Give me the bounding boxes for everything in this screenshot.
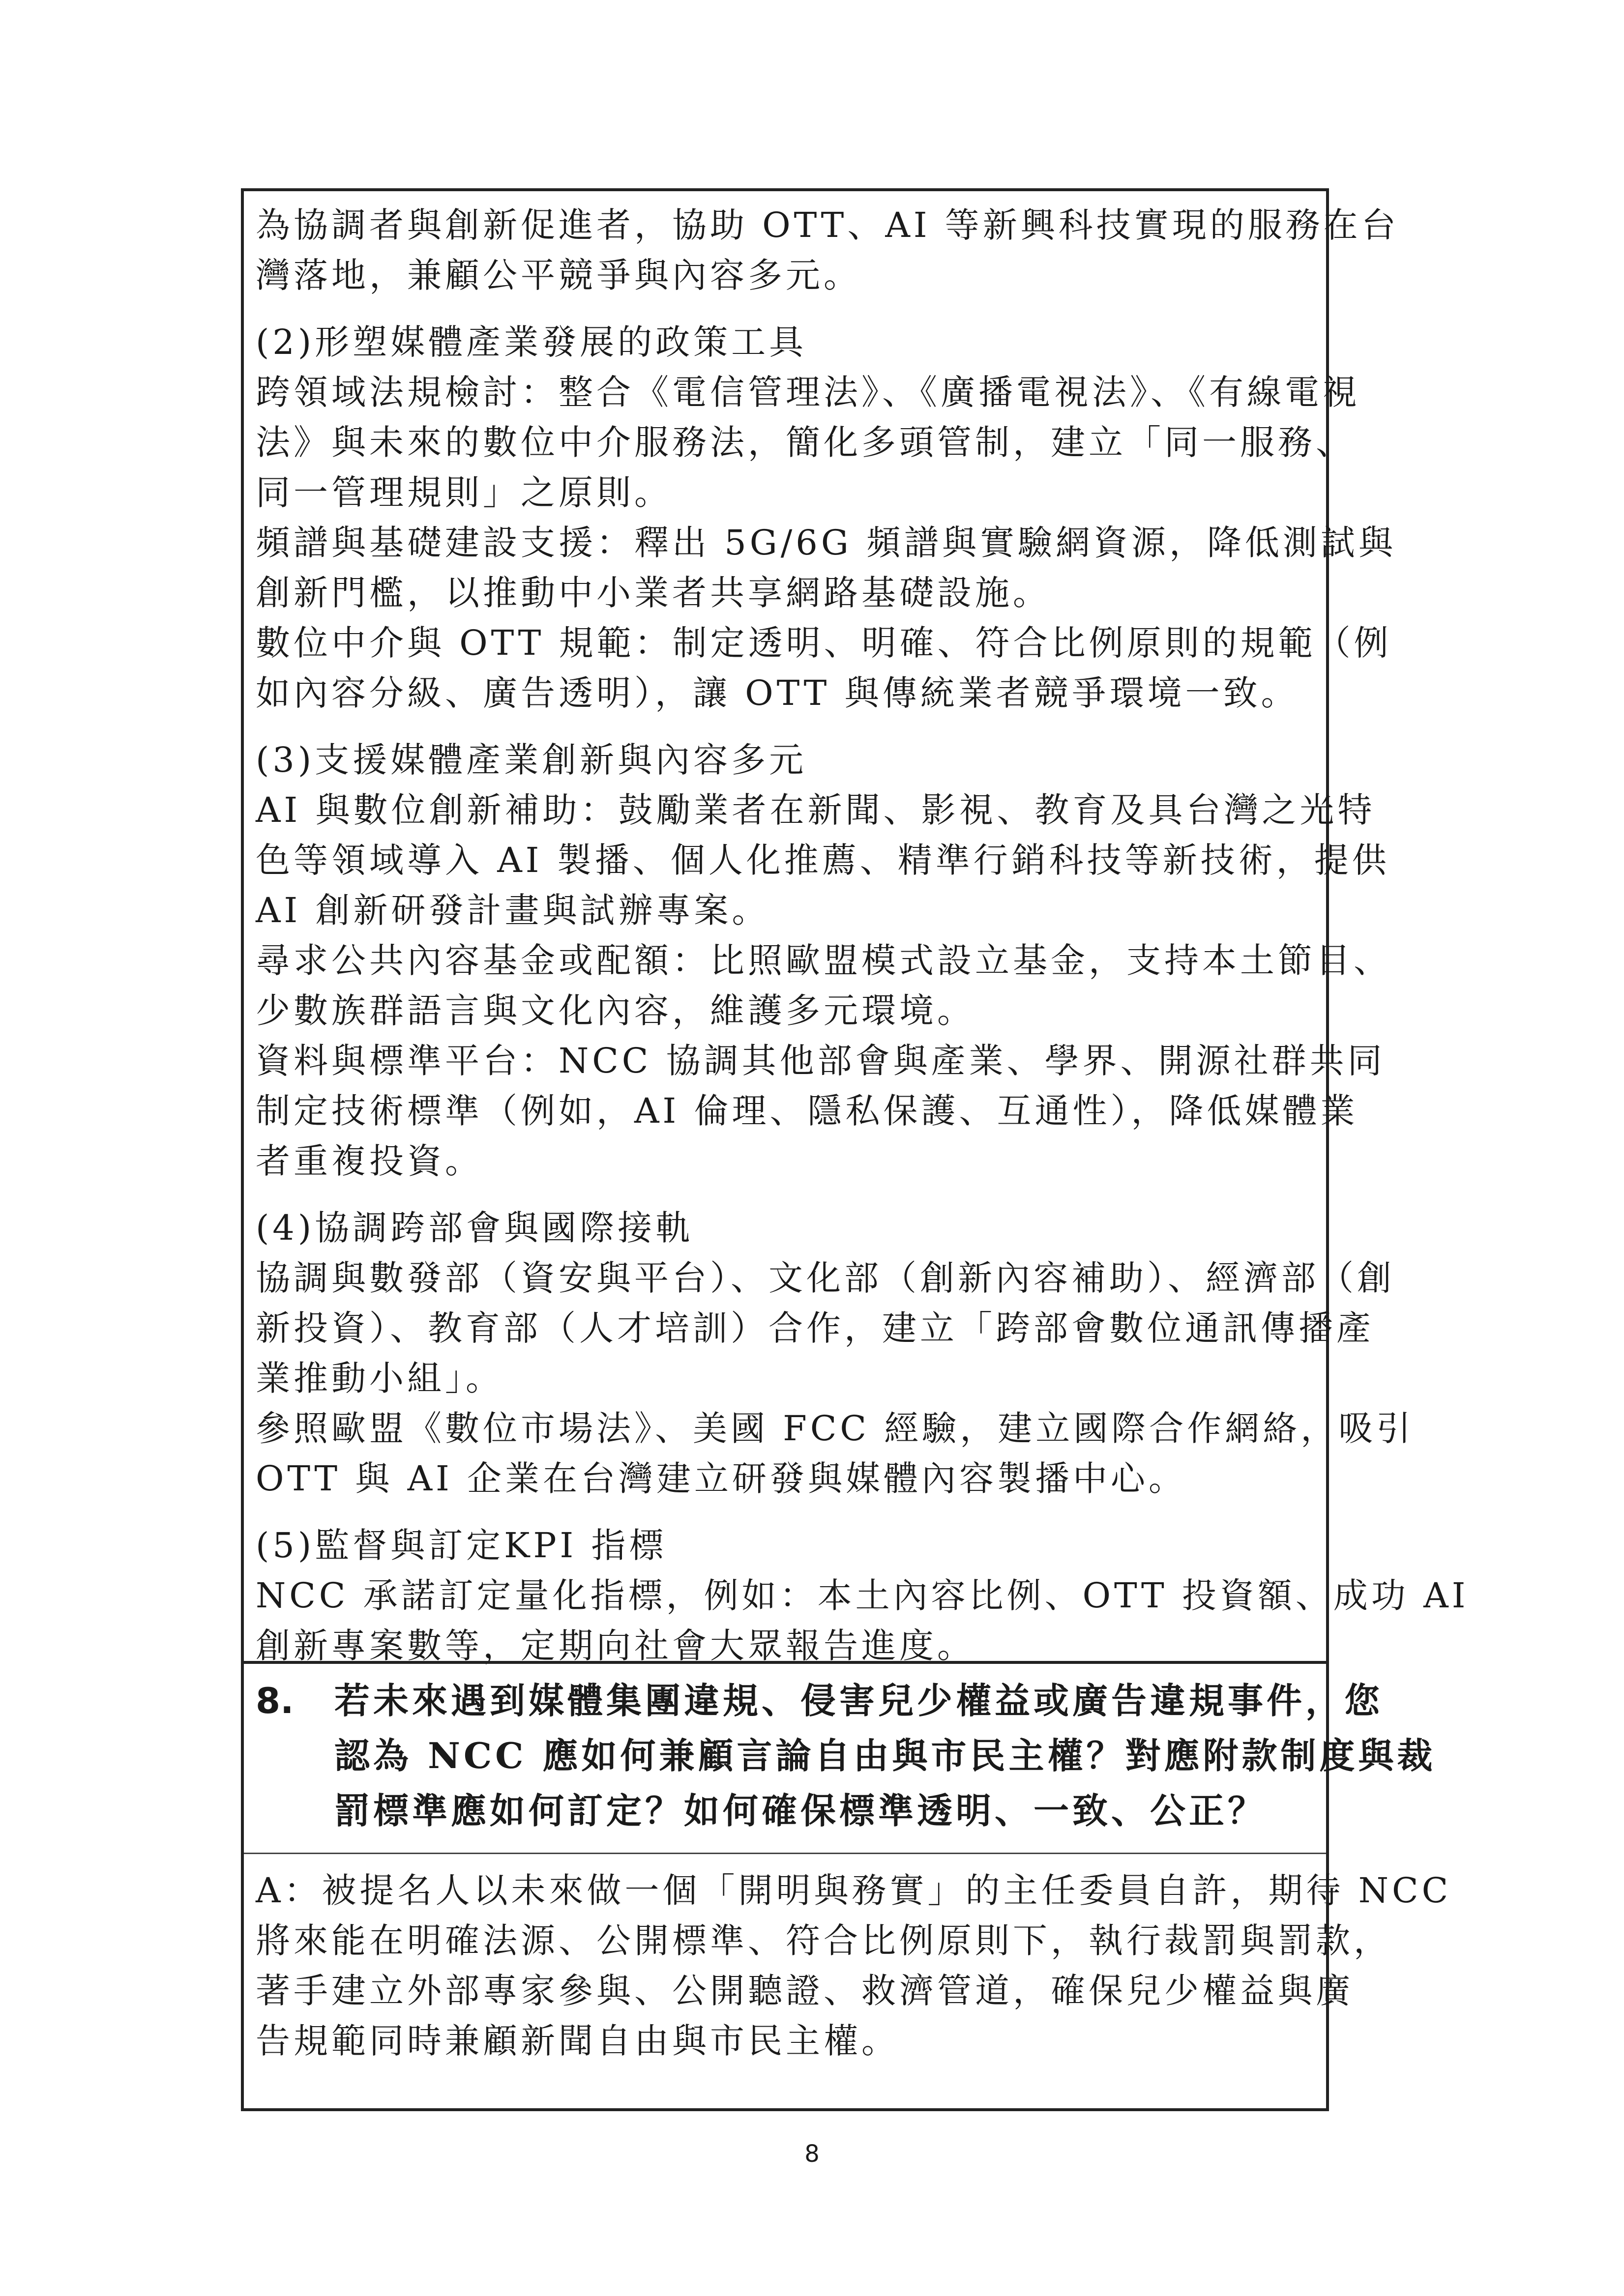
answer-line: 著手建立外部專家參與、公開聽證、救濟管道，確保兒少權益與廣: [256, 1971, 1354, 2011]
section-heading: (2)形塑媒體產業發展的政策工具: [256, 322, 807, 362]
text-line: 參照歐盟《數位市場法》、美國 FCC 經驗，建立國際合作網絡，吸引: [256, 1408, 1415, 1449]
text-line: OTT 與 AI 企業在台灣建立研發與媒體內容製播中心。: [256, 1458, 1187, 1499]
section-cross-ministry: [256, 1203, 1415, 1504]
section-heading: (5)監督與訂定KPI 指標: [256, 1525, 667, 1566]
text-line: 協調與數發部（資安與平台）、文化部（創新內容補助）、經濟部（創: [256, 1258, 1395, 1298]
text-line: 業推動小組」。: [256, 1358, 503, 1398]
section-innovation-support: [256, 735, 1391, 1186]
text-line: 如內容分級、廣告透明），讓 OTT 與傳統業者競爭環境一致。: [256, 673, 1299, 713]
text-line: 數位中介與 OTT 規範：制定透明、明確、符合比例原則的規範（例: [256, 623, 1392, 663]
section-heading: (3)支援媒體產業創新與內容多元: [256, 740, 807, 780]
text-line: 制定技術標準（例如，AI 倫理、隱私保護、互通性），降低媒體業: [256, 1091, 1358, 1131]
text-line: AI 與數位創新補助：鼓勵業者在新聞、影視、教育及具台灣之光特: [256, 790, 1376, 830]
question-number: 8.: [256, 1680, 294, 1721]
question-line: 若未來遇到媒體集團違規、侵害兒少權益或廣告違規事件，您: [334, 1680, 1384, 1721]
text-line: 頻譜與基礎建設支援：釋出 5G/6G 頻譜與實驗網資源，降低測試與: [256, 523, 1396, 563]
question-block: [256, 1674, 1436, 1856]
text-line: 尋求公共內容基金或配額：比照歐盟模式設立基金，支持本土節目、: [256, 940, 1391, 981]
qa-table: [241, 188, 1469, 2111]
text-line: 為協調者與創新促進者，協助 OTT、AI 等新興科技實現的服務在台: [256, 205, 1399, 245]
question-cell: [244, 1664, 1452, 2111]
text-line: 創新專案數等，定期向社會大眾報告進度。: [256, 1626, 975, 1666]
page-number: 8: [804, 2140, 820, 2168]
text-line: NCC 承諾訂定量化指標，例如：本土內容比例、OTT 投資額、成功 AI: [256, 1575, 1469, 1616]
question-line: 罰標準應如何訂定？如何確保標準透明、一致、公正？: [334, 1790, 1267, 1831]
question-answer-rule: [244, 1853, 1326, 1854]
text-line: 灣落地，兼顧公平競爭與內容多元。: [256, 255, 861, 295]
answer-block: [256, 1865, 1451, 2066]
text-line: 者重複投資。: [256, 1141, 483, 1181]
text-line: 同一管理規則」之原則。: [256, 472, 672, 513]
answer-line: A：被提名人以未來做一個「開明與務實」的主任委員自許，期待 NCC: [256, 1870, 1452, 1911]
section-kpi: [256, 1520, 1469, 1671]
text-line: 色等領域導入 AI 製播、個人化推薦、精準行銷科技等新技術，提供: [256, 840, 1390, 880]
text-line: 跨領域法規檢討：整合《電信管理法》、《廣播電視法》、《有線電視: [256, 372, 1360, 412]
question-line: 認為 NCC 應如何兼顧言論自由與市民主權？對應附款制度與裁: [334, 1735, 1436, 1776]
answer-cell: [244, 191, 1469, 1666]
text-line: AI 創新研發計畫與試辦專案。: [256, 890, 770, 930]
intro-paragraph: [256, 200, 1399, 300]
section-heading: (4)協調跨部會與國際接軌: [256, 1208, 694, 1248]
answer-line: 告規範同時兼顧新聞自由與市民主權。: [256, 2021, 899, 2061]
text-line: 創新門檻，以推動中小業者共享網路基礎設施。: [256, 573, 1051, 613]
text-line: 少數族群語言與文化內容，維護多元環境。: [256, 990, 975, 1031]
answer-line: 將來能在明確法源、公開標準、符合比例原則下，執行裁罰與罰款，: [256, 1920, 1391, 1961]
section-policy-tools: [256, 317, 1396, 718]
text-line: 法》與未來的數位中介服務法，簡化多頭管制，建立「同一服務、: [256, 422, 1354, 463]
text-line: 資料與標準平台：NCC 協調其他部會與產業、學界、開源社群共同: [256, 1041, 1386, 1081]
text-line: 新投資）、教育部（人才培訓）合作，建立「跨部會數位通訊傳播產: [256, 1308, 1374, 1348]
